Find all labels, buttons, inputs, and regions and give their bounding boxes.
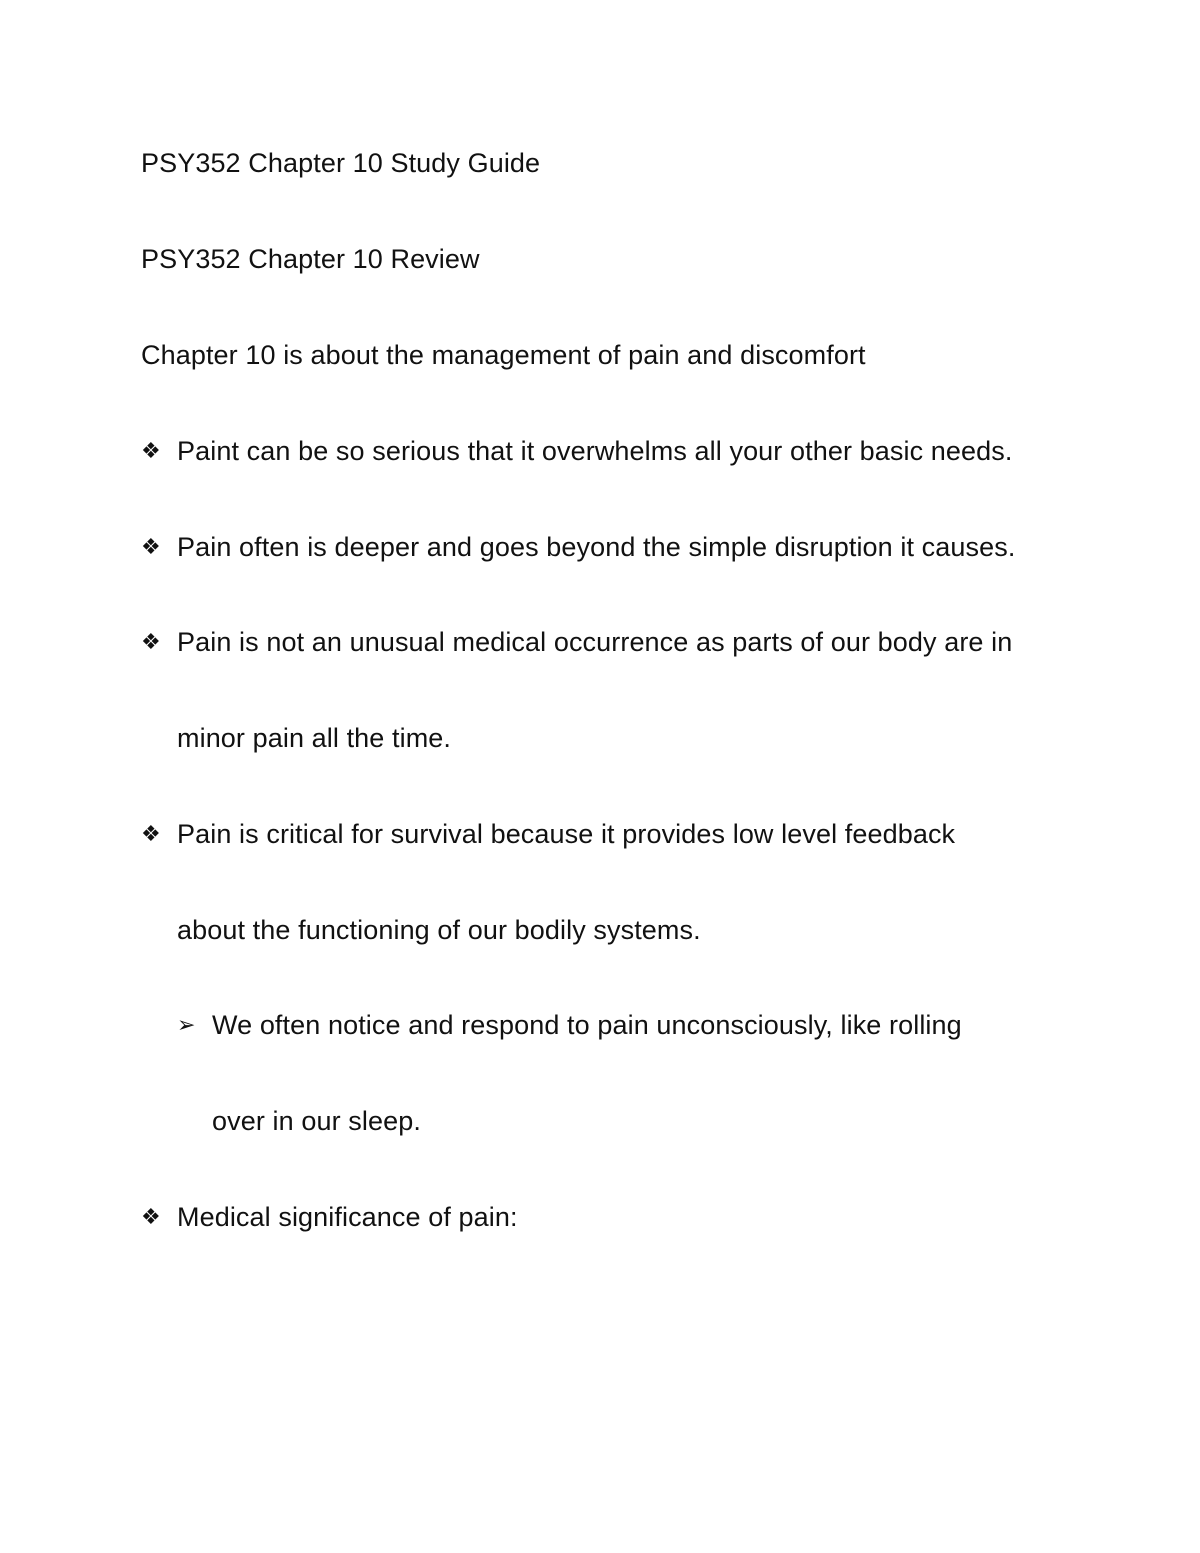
arrow-bullet-icon: ➢ (177, 1012, 196, 1037)
document-subtitle: PSY352 Chapter 10 Review (141, 244, 480, 274)
diamond-bullet-icon: ❖ (141, 1204, 161, 1229)
diamond-bullet-icon: ❖ (141, 438, 161, 463)
bullet-text-continuation: about the functioning of our bodily systems. (177, 915, 701, 945)
diamond-bullet-icon: ❖ (141, 534, 161, 559)
bullet-text: Pain is critical for survival because it provides low level feedback (177, 819, 956, 849)
diamond-bullet-icon: ❖ (141, 629, 161, 654)
sub-bullet-text-continuation: over in our sleep. (212, 1106, 421, 1136)
document-title: PSY352 Chapter 10 Study Guide (141, 148, 541, 178)
bullet-text: Pain is not an unusual medical occurrence as parts of our body are in (177, 627, 1013, 657)
bullet-text: Medical significance of pain: (177, 1202, 518, 1232)
bullet-text-continuation: minor pain all the time. (177, 723, 452, 753)
sub-bullet-text: We often notice and respond to pain unconsciously, like rolling (212, 1010, 962, 1040)
diamond-bullet-icon: ❖ (141, 821, 161, 846)
intro-paragraph: Chapter 10 is about the management of pain and discomfort (141, 340, 866, 370)
bullet-text: Pain often is deeper and goes beyond the simple disruption it causes. (177, 532, 1016, 562)
bullet-text: Paint can be so serious that it overwhelms all your other basic needs. (177, 436, 1013, 466)
